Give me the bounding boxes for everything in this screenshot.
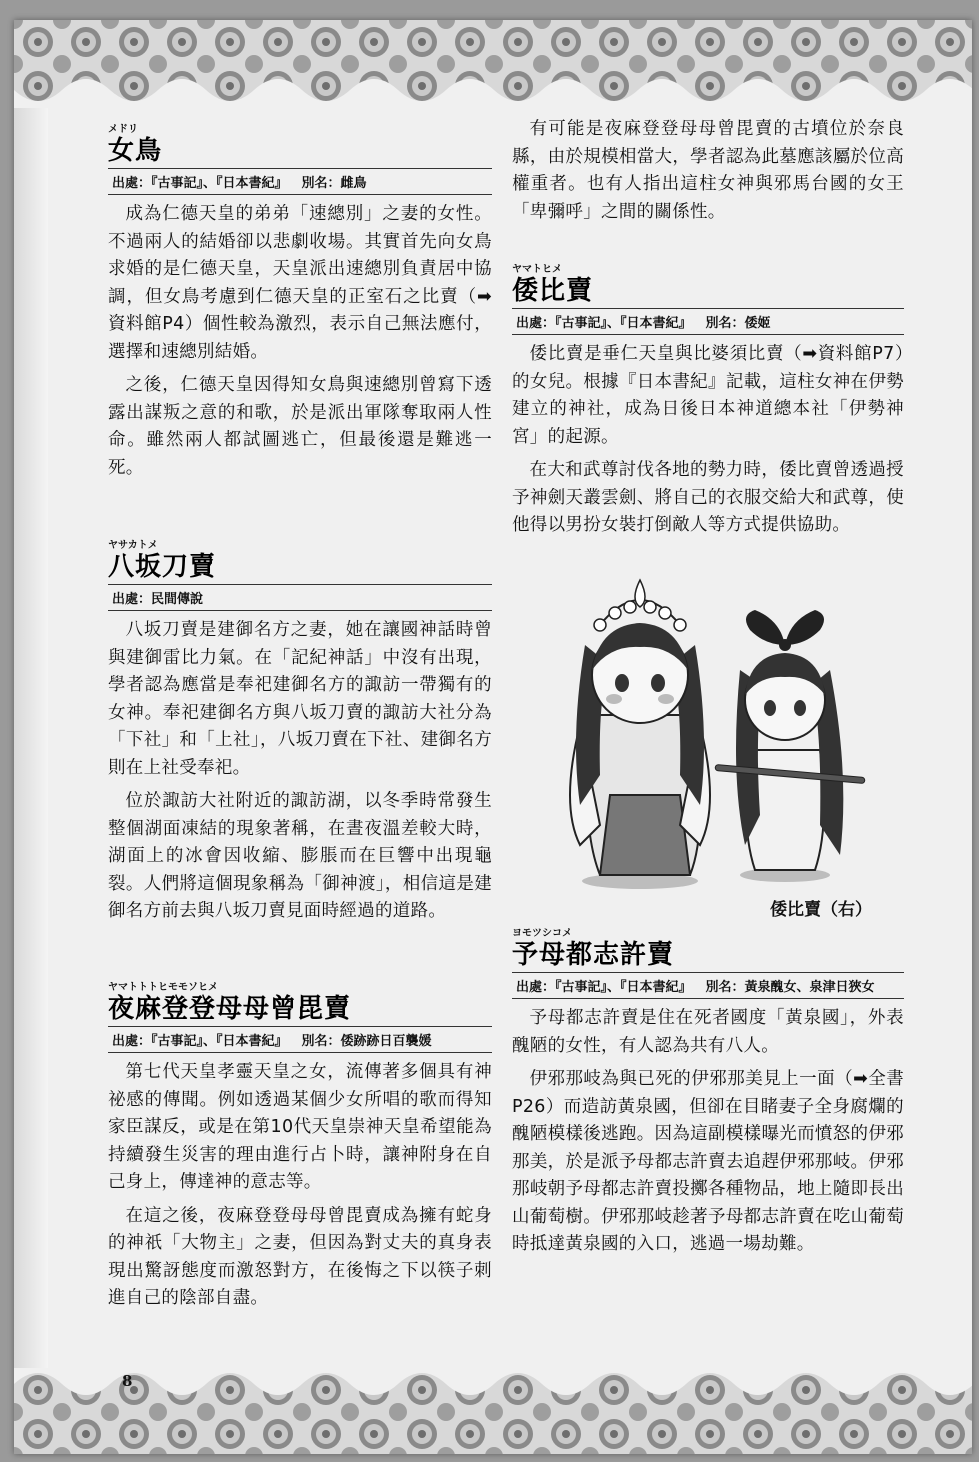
entry-paragraph: 第七代天皇孝靈天皇之女，流傳著多個具有神祕感的傳聞。例如透過某個少女所唱的歌而得知家臣謀反，或是在第10代天皇崇神天皇希望能為持續發生災害的理由進行占卜時，讓神附身在自己身上，傳達神的意志等。 bbox=[108, 1062, 492, 1192]
entry-ruby: ヤマトヒメ bbox=[512, 264, 562, 275]
entry-ruby: ヤサカトメ bbox=[108, 540, 158, 551]
entry-title: 夜麻登登母母曾毘賣 bbox=[108, 994, 352, 1024]
entry-yamatohime bbox=[512, 264, 904, 546]
entry-paragraph: 成為仁德天皇的弟弟「速總別」之妻的女性。不過兩人的結婚卻以悲劇收場。其實首先向女鳥求婚的是仁德天皇，天皇派出速總別負責居中協調，但女鳥考慮到仁德天皇的正室石之比賣（➡資料館P4）個性較為激烈，表示自己無法應付，選擇和速總別結婚。 bbox=[108, 204, 492, 362]
entry-paragraph: 之後，仁德天皇因得知女鳥與速總別曾寫下透露出謀叛之意的和歌，於是派出軍隊奪取兩人性命。雖然兩人都試圖逃亡，但最後還是難逃一死。 bbox=[108, 375, 492, 478]
entry-ruby: ヨモツシコメ bbox=[512, 928, 572, 939]
chibi-goddesses-illustration bbox=[540, 575, 880, 895]
entry-yasakatome bbox=[108, 540, 492, 932]
entry-paragraph: 伊邪那岐為與已死的伊邪那美見上一面（➡全書P26）而造訪黃泉國，但卻在目睹妻子全身腐爛的醜陋模樣後逃跑。因為這副模樣曝光而憤怒的伊邪那美，於是派予母都志許賣去追趕伊邪那岐。伊邪那岐朝予母都志許賣投擲各種物品，地上隨即長出山葡萄樹。伊邪那岐趁著予母都志許賣在吃山葡萄時抵達黃泉國的入口，逃過一場劫難。 bbox=[512, 1069, 904, 1254]
entry-yamatototo bbox=[108, 982, 492, 1319]
entry-yamatototo-continued bbox=[512, 116, 904, 232]
entry-ruby: ヤマトトトヒモモソヒメ bbox=[108, 982, 218, 993]
entry-source: 出處：『古事記』、『日本書紀』 bbox=[516, 316, 692, 331]
entry-title: 予母都志許賣 bbox=[512, 940, 675, 970]
entry-alias: 別名：黃泉醜女、泉津日狹女 bbox=[705, 980, 875, 995]
entry-meta bbox=[512, 972, 904, 999]
right-goddess-figure-yamatohime bbox=[715, 610, 865, 882]
entry-paragraph: 在大和武尊討伐各地的勢力時，倭比賣曾透過授予神劍天叢雲劍、將自己的衣服交給大和武尊，使他得以男扮女裝打倒敵人等方式提供協助。 bbox=[512, 460, 904, 535]
left-column bbox=[108, 102, 492, 1352]
left-goddess-figure bbox=[570, 580, 710, 889]
entry-meta bbox=[512, 308, 904, 335]
bottom-decorative-border bbox=[14, 1368, 972, 1454]
entry-source: 出處：『古事記』、『日本書紀』 bbox=[112, 1034, 288, 1049]
page-spine-shadow bbox=[14, 20, 48, 1454]
entry-alias: 別名：雌鳥 bbox=[301, 176, 367, 191]
entry-paragraph: 有可能是夜麻登登母母曾毘賣的古墳位於奈良縣，由於規模相當大，學者認為此墓應該屬於位高權重者。也有人指出這柱女神與邪馬台國的女王「卑彌呼」之間的關係性。 bbox=[512, 119, 904, 222]
entry-paragraph: 位於諏訪大社附近的諏訪湖，以冬季時常發生整個湖面凍結的現象著稱，在晝夜溫差較大時，湖面上的冰會因收縮、膨脹而在巨響中出現龜裂。人們將這個現象稱為「御神渡」，相信這是建御名方前去與八坂刀賣見面時經過的道路。 bbox=[108, 791, 492, 921]
entry-ruby: メドリ bbox=[108, 124, 138, 135]
entry-paragraph: 倭比賣是垂仁天皇與比婆須比賣（➡資料館P7）的女兒。根據『日本書紀』記載，這柱女神在伊勢建立的神社，成為日後日本神道總本社「伊勢神宮」的起源。 bbox=[512, 344, 904, 447]
entry-paragraph: 在這之後，夜麻登登母母曾毘賣成為擁有蛇身的神祇「大物主」之妻，但因為對丈夫的真身表現出驚訝態度而激怒對方，在後悔之下以筷子刺進自己的陰部自盡。 bbox=[108, 1205, 492, 1308]
entry-title: 八坂刀賣 bbox=[108, 552, 217, 582]
illustration-caption: 倭比賣（右） bbox=[770, 900, 872, 920]
entry-meta bbox=[108, 168, 492, 195]
entry-title: 倭比賣 bbox=[512, 276, 594, 306]
top-decorative-border bbox=[14, 20, 972, 108]
entry-yomotsushikome bbox=[512, 928, 904, 1265]
entry-meta bbox=[108, 584, 492, 611]
entry-source: 出處：『古事記』、『日本書紀』 bbox=[112, 176, 288, 191]
entry-title: 女鳥 bbox=[108, 136, 163, 166]
entry-alias: 別名：倭跡跡日百襲媛 bbox=[301, 1034, 432, 1049]
entry-source: 出處：『古事記』、『日本書紀』 bbox=[516, 980, 692, 995]
entry-alias: 別名：倭姬 bbox=[705, 316, 771, 331]
entry-source: 出處：民間傳說 bbox=[112, 592, 204, 607]
entry-paragraph: 八坂刀賣是建御名方之妻，她在讓國神話時曾與建御雷比力氣。在「記紀神話」中沒有出現，學者認為應當是奉祀建御名方的諏訪一帶獨有的女神。奉祀建御名方與八坂刀賣的諏訪大社分為「下社」和「上社」，八坂刀賣在下社、建御名方則在上社受奉祀。 bbox=[108, 620, 492, 778]
entry-medori bbox=[108, 124, 492, 488]
page-number: 8 bbox=[122, 1372, 133, 1390]
entry-paragraph: 予母都志許賣是住在死者國度「黃泉國」，外表醜陋的女性，有人認為共有八人。 bbox=[512, 1008, 904, 1056]
entry-meta bbox=[108, 1026, 492, 1053]
